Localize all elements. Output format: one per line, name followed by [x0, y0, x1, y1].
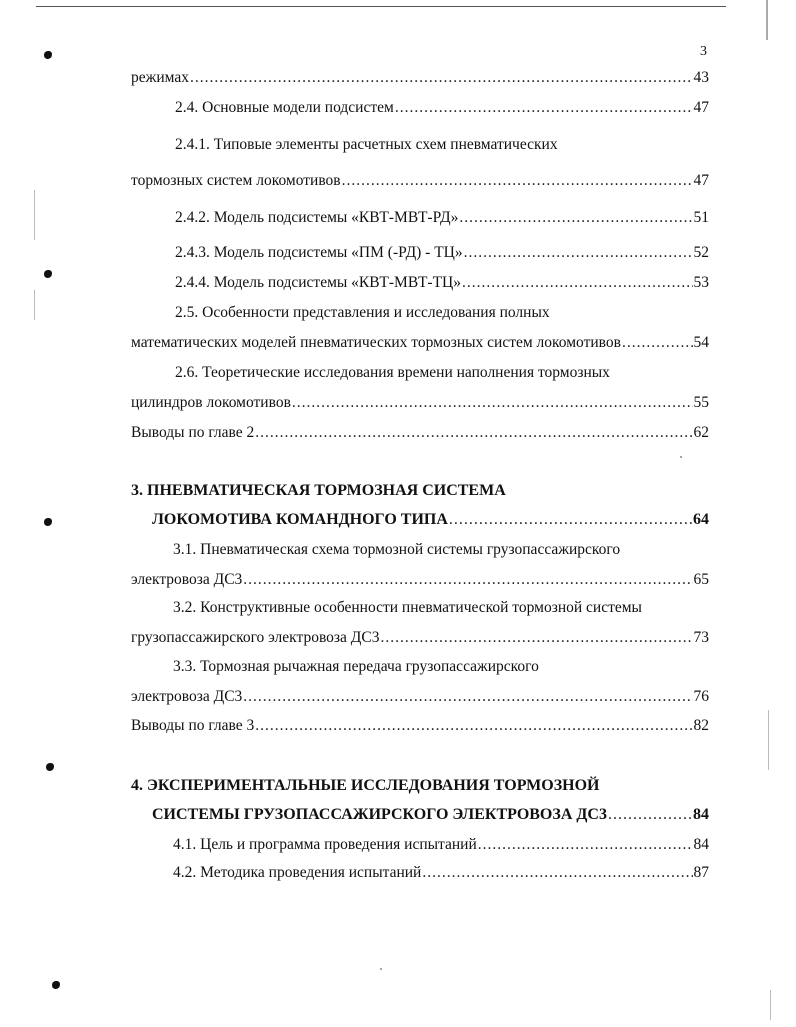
toc-leader-dots: [255, 423, 692, 443]
toc-entry-title: Выводы по главе 2: [131, 424, 255, 441]
toc-entry-title: 3.2. Конструктивные особенности пневматической тормозной системы: [173, 599, 642, 616]
toc-entry-title: грузопассажирского электровоза ДС3: [131, 629, 380, 646]
toc-leader-dots: [380, 628, 692, 648]
toc-leader-dots: [243, 687, 692, 707]
toc-entry-title: СИСТЕМЫ ГРУЗОПАССАЖИРСКОГО ЭЛЕКТРОВОЗА ДС3: [152, 806, 607, 823]
toc-entry-page: 64: [693, 511, 709, 528]
toc-leader-dots: [622, 333, 693, 353]
toc-entry: [131, 687, 709, 707]
toc-entry-page: 53: [693, 274, 709, 291]
toc-entry-page: 82: [693, 717, 709, 734]
toc-leader-dots: [190, 68, 693, 88]
toc-entry-title: ЛОКОМОТИВА КОМАНДНОГО ТИПА: [152, 511, 448, 528]
toc-entry-title: электровоза ДС3: [131, 688, 243, 705]
toc-entry: [175, 273, 709, 293]
toc-entry: [131, 423, 709, 443]
scan-edge-line: [770, 990, 771, 1020]
toc-entry: [131, 716, 709, 736]
toc-leader-dots: [449, 510, 692, 530]
binder-hole-mark: [44, 518, 52, 526]
scan-speck: [680, 456, 682, 458]
binder-hole-mark: [46, 763, 54, 771]
toc-entry-title: 3.1. Пневматическая схема тормозной системы грузопассажирского: [173, 541, 621, 558]
toc-entry-page: 84: [693, 806, 709, 823]
toc-entry-title: 2.4.3. Модель подсистемы «ПМ (-РД) - ТЦ»: [175, 244, 463, 261]
toc-entry-page: 65: [693, 571, 709, 588]
toc-entry-title: режимах: [131, 69, 189, 86]
toc-entry-title: 2.4.4. Модель подсистемы «КВТ-МВТ-ТЦ»: [175, 274, 461, 291]
scan-edge-mark: [766, 0, 768, 40]
toc-leader-dots: [342, 171, 693, 191]
toc-leader-dots: [422, 863, 692, 883]
toc-entry-title: Выводы по главе 3: [131, 717, 255, 734]
toc-entry: [131, 68, 709, 88]
toc-entry-page: 51: [693, 209, 709, 226]
scan-speck: [380, 968, 382, 970]
toc-entry: [152, 805, 709, 825]
chapter-heading: 3. ПНЕВМАТИЧЕСКАЯ ТОРМОЗНАЯ СИСТЕМА: [131, 482, 506, 499]
toc-entry-title: тормозных систем локомотивов: [131, 172, 341, 189]
toc-entry: [175, 98, 709, 118]
toc-entry-page: 62: [693, 424, 709, 441]
toc-entry: [131, 393, 709, 413]
toc-entry-title: 2.5. Особенности представления и исследования полных: [175, 304, 550, 321]
toc-leader-dots: [459, 208, 692, 228]
toc-entry: [173, 835, 709, 855]
toc-entry-title: 3.3. Тормозная рычажная передача грузопассажирского: [173, 658, 539, 675]
toc-leader-dots: [243, 570, 692, 590]
toc-entry-title: 4.2. Методика проведения испытаний: [173, 864, 422, 881]
top-border-line: [36, 6, 726, 7]
toc-entry: [152, 510, 709, 530]
toc-leader-dots: [462, 273, 693, 293]
toc-entry: [175, 208, 709, 228]
toc-leader-dots: [395, 98, 693, 118]
toc-entry-title: цилиндров локомотивов: [131, 394, 291, 411]
toc-entry: [131, 333, 709, 353]
toc-entry-page: 87: [693, 864, 709, 881]
toc-entry-title: 2.4.2. Модель подсистемы «КВТ-МВТ-РД»: [175, 209, 459, 226]
toc-entry-page: 43: [693, 69, 709, 86]
page-number: 3: [700, 44, 707, 59]
toc-entry-title: электровоза ДС3: [131, 571, 243, 588]
scan-edge-line: [34, 190, 35, 240]
toc-leader-dots: [464, 243, 693, 263]
binder-hole-mark: [52, 981, 60, 989]
toc-leader-dots: [478, 835, 693, 855]
toc-entry-title: математических моделей пневматических тормозных систем локомотивов: [131, 334, 621, 351]
toc-leader-dots: [255, 716, 692, 736]
toc-entry: [131, 171, 709, 191]
toc-entry: [131, 570, 709, 590]
toc-entry: [131, 628, 709, 648]
scan-edge-line: [34, 290, 35, 320]
toc-entry-page: 54: [693, 334, 709, 351]
toc-entry-page: 47: [693, 99, 709, 116]
toc-entry-page: 84: [693, 836, 709, 853]
chapter-heading: 4. ЭКСПЕРИМЕНТАЛЬНЫЕ ИССЛЕДОВАНИЯ ТОРМОЗНОЙ: [131, 777, 600, 794]
binder-hole-mark: [44, 270, 52, 278]
toc-leader-dots: [292, 393, 693, 413]
toc-entry-page: 55: [693, 394, 709, 411]
toc-entry-title: 2.6. Теоретические исследования времени наполнения тормозных: [175, 364, 610, 381]
toc-entry: [173, 863, 709, 883]
toc-entry-title: 2.4. Основные модели подсистем: [175, 99, 394, 116]
toc-entry: [175, 243, 709, 263]
toc-entry-title: 2.4.1. Типовые элементы расчетных схем пневматических: [175, 136, 558, 153]
toc-entry-page: 52: [693, 244, 709, 261]
toc-entry-page: 76: [693, 688, 709, 705]
toc-entry-page: 47: [693, 172, 709, 189]
scan-edge-line: [768, 710, 769, 770]
toc-leader-dots: [608, 805, 692, 825]
toc-entry-page: 73: [693, 629, 709, 646]
binder-hole-mark: [44, 51, 52, 59]
toc-entry-title: 4.1. Цель и программа проведения испытаний: [173, 836, 477, 853]
